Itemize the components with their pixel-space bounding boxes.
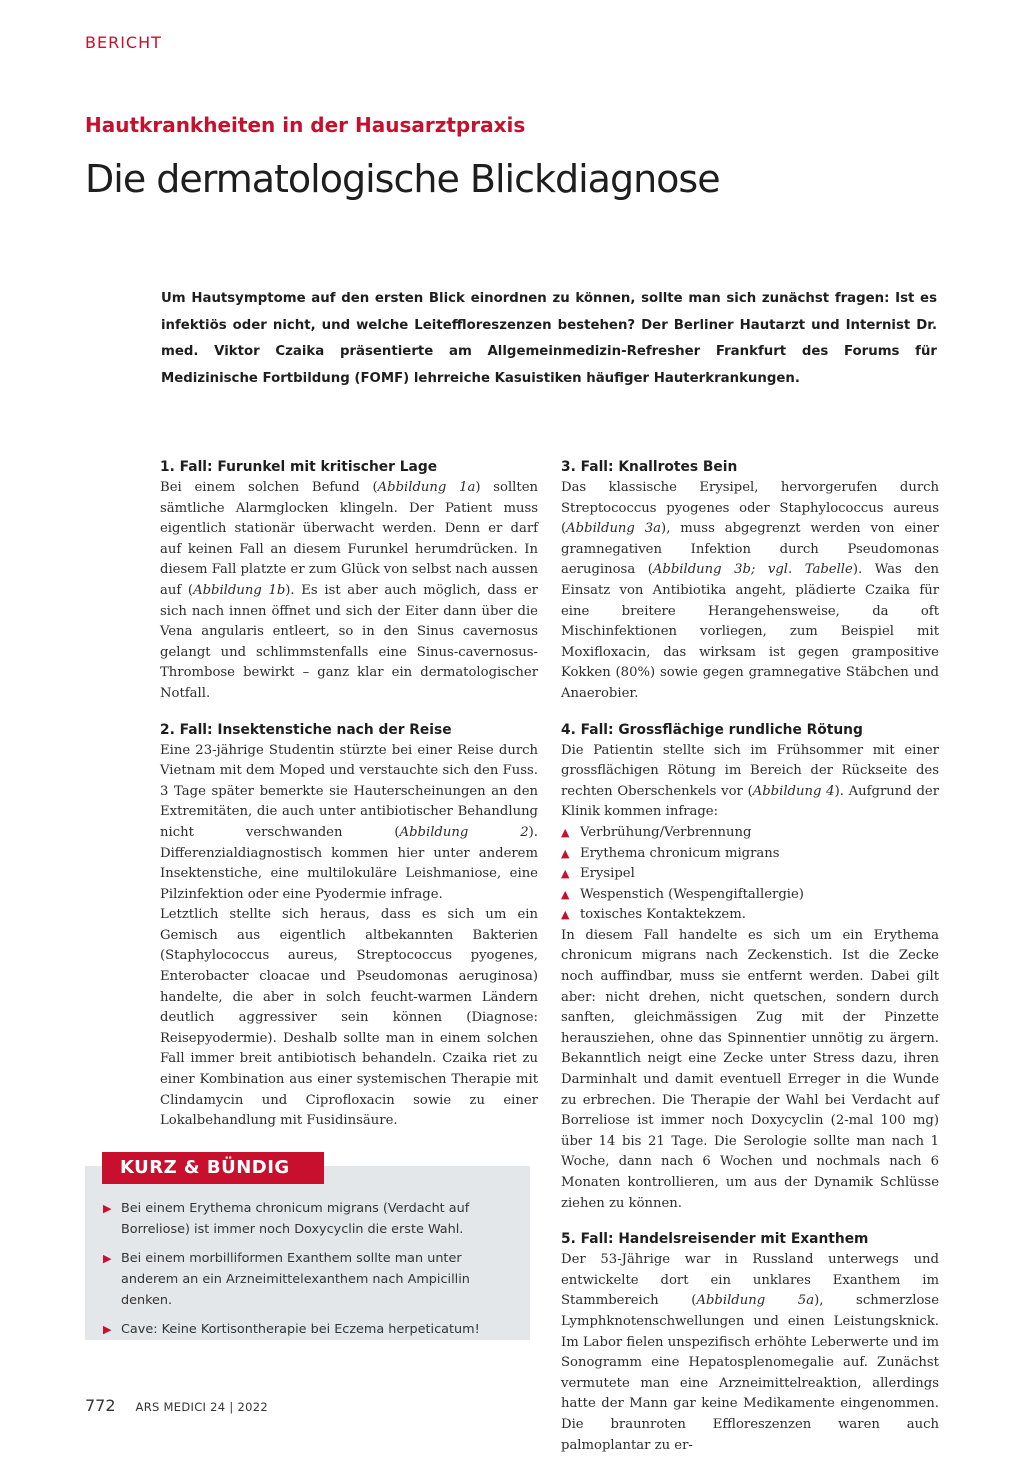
case-5-heading: 5. Fall: Handelsreisender mit Exanthem bbox=[561, 1231, 869, 1248]
page-title: Die dermatologische Blickdiagnose bbox=[85, 157, 720, 201]
figure-ref: Abbildung 3a bbox=[566, 521, 662, 537]
list-item: ▲ Verbrühung/Verbrennung bbox=[561, 823, 939, 844]
case-3-heading: 3. Fall: Knallrotes Bein bbox=[561, 459, 738, 475]
lead-paragraph: Um Hautsymptome auf den ersten Blick einordnen zu können, sollte man sich zunächst fragen: Ist es infektiös oder nicht, und welche Leiteffloreszenzen bestehen? Der Berliner Hautarzt und Internist Dr. med. Viktor Czaika präsentierte am Allgemeinmedizin-Refresher Frankfurt des Forums für Medizinische Fortbildung (FOMF) lehrreiche Kasuistiken häufiger Hauterkrankungen. bbox=[161, 291, 937, 386]
list-item: ▲ Erythema chronicum migrans bbox=[561, 844, 939, 865]
summary-box bbox=[85, 1166, 530, 1340]
list-item: ▲ Erysipel bbox=[561, 864, 939, 885]
figure-ref: Abbildung 1a bbox=[377, 480, 476, 495]
summary-list bbox=[85, 1166, 530, 1340]
journal-issue: ARS MEDICI 24 | 2022 bbox=[135, 1400, 268, 1414]
case-2-heading: 2. Fall: Insektenstiche nach der Reise bbox=[160, 721, 452, 738]
differential-list bbox=[561, 823, 939, 926]
page-footer bbox=[85, 1396, 268, 1415]
case-2-text-2: Letztlich stellte sich heraus, dass es sich um ein Gemisch aus eigentlich altbekannten Bakterien (Staphylococcus aureus, Streptococcus pyogenes, Enterobacter cloacae und Pseudomonas aeruginosa) handelte, die aber in solch feucht-warmen Ländern deutlich aggressiver sein können (Diagnose: Reisepyodermie). Deshalb sollte man in einem solchen Fall immer breit antibiotisch behandeln. Czaika riet zu einer Kombination aus einer systemischen Therapie mit Clindamycin und Ciprofloxacin sowie zu einer Lokalbehandlung mit Fusidinsäure. bbox=[160, 907, 538, 1129]
list-item: ▲ toxisches Kontaktekzem. bbox=[561, 905, 939, 926]
figure-ref: Abbildung 2 bbox=[399, 824, 529, 840]
column-right bbox=[561, 456, 939, 1470]
summary-item: ▶ Cave: Keine Kortisontherapie bei Eczema herpeticatum! bbox=[103, 1319, 512, 1340]
triangle-right-icon: ▶ bbox=[103, 1252, 112, 1265]
list-item: ▲ Wespenstich (Wespengiftallergie) bbox=[561, 885, 939, 906]
case-4-text-2: In diesem Fall handelte es sich um ein Erythema chronicum migrans nach Zeckenstich. Ist die Zecke noch auffindbar, muss sie entfernt werden. Dabei gilt aber: nicht drehen, nicht quetschen, sondern durch sanften, gleichmässigen Zug mit der Pinzette herausziehen, ohne das Spinnentier unnötig zu ärgern. Bekanntlich neigt eine Zecke unter Stress dazu, ihren Darminhalt und damit eventuell Erreger in die Wunde zu erbrechen. Die Therapie der Wahl bei Verdacht auf Borreliose ist immer noch Doxycyclin (2-mal 100 mg) über 14 bis 21 Tage. Die Serologie sollte man nach 1 Woche, dann nach 6 Wochen und nochmals nach 6 Monaten kontrollieren, um aus der Dynamik Schlüsse ziehen zu können. bbox=[561, 927, 939, 1211]
triangle-right-icon: ▶ bbox=[103, 1323, 112, 1336]
case-5 bbox=[561, 1228, 939, 1456]
case-1 bbox=[160, 456, 538, 705]
summary-item: ▶ Bei einem morbilliformen Exanthem sollte man unter anderem an ein Arzneimittelexanthem nach Ampicillin denken. bbox=[103, 1248, 512, 1311]
case-2 bbox=[160, 719, 538, 1132]
case-4-heading: 4. Fall: Grossflächige rundliche Rötung bbox=[561, 721, 863, 738]
figure-ref: Abbildung 3b; vgl. Tabelle bbox=[652, 562, 853, 578]
figure-ref: Abbildung 4 bbox=[752, 783, 835, 799]
page-number: 772 bbox=[85, 1396, 116, 1415]
case-4 bbox=[561, 719, 939, 1215]
case-3 bbox=[561, 456, 939, 705]
article-overline: Hautkrankheiten in der Hausarztpraxis bbox=[85, 113, 526, 137]
column-left bbox=[160, 456, 538, 1146]
case-3-text: Das klassische Erysipel, hervorgerufen durch Streptococcus pyogenes oder Staphylococcus aureus (Abbildung 3a), muss abgegrenzt werden von einer gramnegativen Infektion durch Pseudomonas aeruginosa (Abbildung 3b; vgl. Tabelle). Was den Einsatz von Antibiotika angeht, plädierte Czaika für eine breitere Herangehensweise, da oft Mischinfektionen vorliegen, zum Beispiel mit Moxifloxacin, das wirksam ist gegen grampositive Kokken (80%) sowie gegen gramnegative Stäbchen und Anaerobier. bbox=[561, 480, 939, 701]
case-5-text: Der 53-Jährige war in Russland unterwegs und entwickelte dort ein unklares Exanthem im Stammbereich (Abbildung 5a), schmerzlose Lymphknotenschwellungen und einen Leistungsknick. Im Labor fielen unspezifisch erhöhte Leberwerte und im Sonogramm eine Hepatosplenomegalie auf. Zunächst vermutete man eine Arzneimittelreaktion, allerdings hatte der Mann gar keine Medikamente eingenommen. Die braunroten Effloreszenzen waren auch palmoplantar zu er- bbox=[561, 1252, 939, 1453]
summary-item: ▶ Bei einem Erythema chronicum migrans (Verdacht auf Borreliose) ist immer noch Doxycyclin die erste Wahl. bbox=[103, 1198, 512, 1240]
case-4-text: Die Patientin stellte sich im Frühsommer mit einer grossflächigen Rötung im Bereich der Rückseite des rechten Oberschenkels vor (Abbildung 4). Aufgrund der Klinik kommen infrage: bbox=[561, 742, 939, 820]
triangle-right-icon: ▶ bbox=[103, 1202, 112, 1215]
case-2-text: Eine 23-jährige Studentin stürzte bei einer Reise durch Vietnam mit dem Moped und verstauchte sich den Fuss. 3 Tage später bemerkte sie Hauterscheinungen an den Extremitäten, die auch unter antibiotischer Behandlung nicht verschwanden (Abbildung 2). Differenzialdiagnostisch kommen hier unter anderem Insektenstiche, eine multilokuläre Leishmaniose, eine Pilzinfektion oder eine Pyodermie infrage. bbox=[160, 742, 538, 902]
figure-ref: Abbildung 5a bbox=[696, 1293, 815, 1309]
case-1-text: Bei einem solchen Befund (Abbildung 1a) sollten sämtliche Alarmglocken klingeln. Der Patient muss eigentlich stationär überwacht werden. Denn er darf auf keinen Fall an diesem Furunkel herumdrücken. In diesem Fall platzte er zum Glück von selbst nach aussen auf (Abbildung 1b). Es ist aber auch möglich, dass er sich nach innen öffnet und sich der Eiter dann über die Vena angularis entleert, so in den Sinus cavernosus gelangt und schlimmstenfalls eine Sinus-cavernosus-Thrombose bewirkt – ganz klar ein dermatologischer Notfall. bbox=[160, 480, 539, 701]
section-kicker: BERICHT bbox=[85, 33, 162, 52]
summary-box-tag: KURZ & BÜNDIG bbox=[102, 1152, 324, 1184]
case-1-heading: 1. Fall: Furunkel mit kritischer Lage bbox=[160, 459, 438, 475]
figure-ref: Abbildung 1b bbox=[193, 582, 286, 598]
